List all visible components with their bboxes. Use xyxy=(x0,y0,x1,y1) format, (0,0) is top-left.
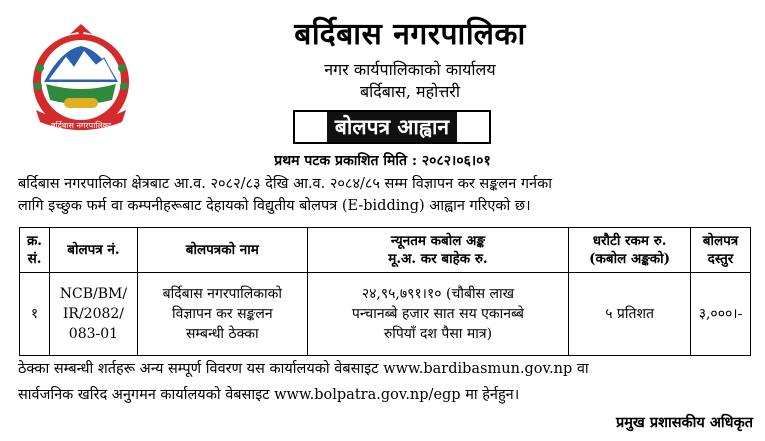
office-address: बर्दिबास, महोत्तरी xyxy=(360,82,460,101)
cell-min-bid: २४,९५,७९१।१० (चौबीस लाख पन्चानब्बे हजार सात सय एकानब्बे रुपियाँ दश पैसा मात्र) xyxy=(307,273,569,356)
table-row xyxy=(20,273,751,356)
footer-line-2: सार्वजनिक खरिद अनुगमन कार्यालयको वेबसाइट www.bolpatra.gov.np/egp मा हेर्नहुन। xyxy=(18,387,520,403)
cell-fee: ३,०००।- xyxy=(691,273,751,356)
col-header-deposit: धरौटी रकम रु. (कबोल अङ्कको) xyxy=(569,228,691,273)
table-header-row xyxy=(20,228,751,273)
emblem-motto: बर्दिबास नगरपालिका xyxy=(50,121,112,130)
col-header-sn: क्र. सं. xyxy=(20,228,50,273)
col-header-min-bid: न्यूनतम कबोल अङ्क मू.अ. कर बाहेक रु. xyxy=(307,228,569,273)
notice-title: बोलपत्र आह्वान xyxy=(327,112,457,142)
office-name: नगर कार्यपालिकाको कार्यालय xyxy=(324,60,496,79)
col-header-bid-no: बोलपत्र नं. xyxy=(49,228,137,273)
footer-line-1: ठेक्का सम्बन्धी शर्तहरू अन्य सम्पूर्ण विवरण यस कार्यालयको वेबसाइट www.bardibasmun.gov.np वा xyxy=(18,361,589,377)
publication-date: प्रथम पटक प्रकाशित मिति : २०८२।०६।०१ xyxy=(274,153,491,169)
cell-sn: १ xyxy=(20,273,50,356)
intro-line-1: बर्दिबास नगरपालिका क्षेत्रबाट आ.व. २०८२/८३ देखि आ.व. २०८४/८५ सम्म विज्ञापन कर सङ्कलन गर्नका xyxy=(18,176,552,192)
cell-bid-name: बर्दिबास नगरपालिकाको विज्ञापन कर सङ्कलन सम्बन्धी ठेक्का xyxy=(137,273,307,356)
intro-line-2: लागि इच्छुक फर्म वा कम्पनीहरूबाट देहायको विद्युतीय बोलपत्र (E-bidding) आह्वान गरिएको छ। xyxy=(18,198,531,214)
col-header-fee: बोलपत्र दस्तुर xyxy=(691,228,751,273)
cell-bid-no: NCB/BM/ IR/2082/ 083-01 xyxy=(49,273,137,356)
municipality-emblem xyxy=(26,20,136,138)
page-title: बर्दिबास नगरपालिका xyxy=(294,17,526,52)
tender-table xyxy=(19,227,751,356)
signatory-title: प्रमुख प्रशासकीय अधिकृत xyxy=(616,414,753,431)
notice-banner xyxy=(293,110,491,144)
cell-deposit: ५ प्रतिशत xyxy=(569,273,691,356)
col-header-bid-name: बोलपत्रको नाम xyxy=(137,228,307,273)
